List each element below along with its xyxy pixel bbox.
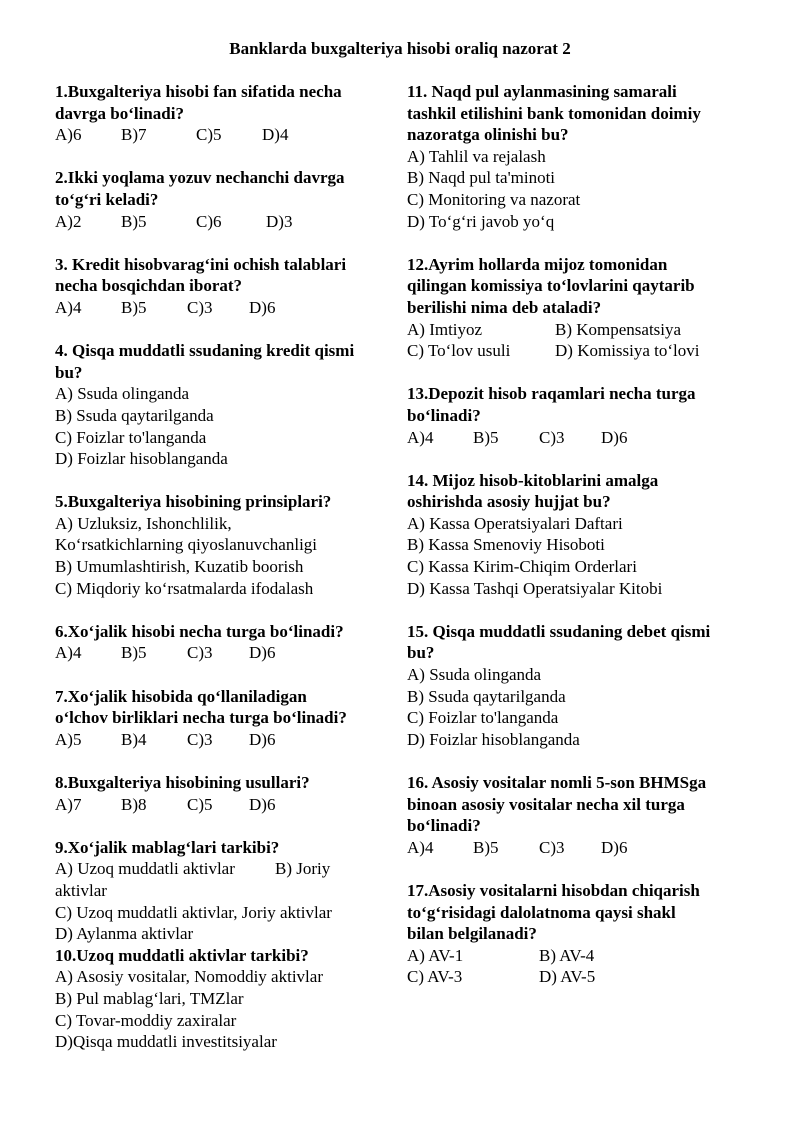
- question-text: qilingan komissiya to‘lovlarini qaytarib: [407, 276, 695, 296]
- option-b: B) Kompensatsiya: [555, 319, 682, 339]
- option-b: B) Umumlashtirish, Kuzatib boorish: [55, 557, 304, 577]
- question-text: tashkil etilishini bank tomonidan doimiy: [407, 103, 701, 123]
- answer-options: [407, 966, 752, 988]
- left-column: [55, 81, 390, 1053]
- question-text: 12.Ayrim hollarda mijoz tomonidan: [407, 254, 668, 274]
- option-c: C)3: [539, 837, 565, 857]
- option-b: B)5: [121, 297, 147, 317]
- question-text: to‘g‘risidagi dalolatnoma qaysi shakl: [407, 902, 676, 922]
- answer-options: [55, 124, 390, 146]
- option-a: A)5: [55, 729, 82, 749]
- answer-options: [407, 945, 752, 967]
- option-d: D) AV-5: [539, 967, 596, 987]
- question-text: bilan belgilanadi?: [407, 924, 537, 944]
- option-a: A)4: [407, 427, 434, 447]
- question-text: bu?: [55, 362, 83, 382]
- question-text: necha bosqichdan iborat?: [55, 276, 243, 296]
- option-d: D)6: [601, 427, 628, 447]
- option-a: A) Asosiy vositalar, Nomoddiy aktivlar: [55, 967, 323, 987]
- question-13: [407, 383, 752, 448]
- answer-options: [407, 319, 752, 341]
- question-4: [55, 340, 390, 470]
- question-text: 14. Mijoz hisob-kitoblarini amalga: [407, 470, 659, 490]
- answer-options: [55, 858, 390, 880]
- option-b: B)8: [121, 794, 147, 814]
- option-b: B)5: [121, 643, 147, 663]
- question-text: 9.Xo‘jalik mablag‘lari tarkibi?: [55, 837, 280, 857]
- option-d: D) Foizlar hisoblanganda: [407, 729, 580, 749]
- option-b: B) Ssuda qaytarilganda: [55, 405, 214, 425]
- option-c: C)3: [539, 427, 565, 447]
- option-d: D) Komissiya to‘lovi: [555, 341, 700, 361]
- question-text: 16. Asosiy vositalar nomli 5-son BHMSga: [407, 773, 707, 792]
- question-text: 10.Uzoq muddatli aktivlar tarkibi?: [55, 945, 309, 965]
- option-a: A) Uzoq muddatli aktivlar: [55, 859, 235, 879]
- option-b: B)5: [473, 427, 499, 447]
- question-text: 7.Xo‘jalik hisobida qo‘llaniladigan: [55, 686, 307, 706]
- option-c: C)5: [187, 794, 213, 814]
- option-b: B)5: [473, 837, 499, 857]
- question-17: [407, 880, 752, 988]
- option-a: A)6: [55, 125, 82, 145]
- option-b: B) Joriy: [275, 859, 331, 879]
- option-a: A) Imtiyoz: [407, 319, 483, 339]
- option-b: B) AV-4: [539, 945, 595, 965]
- option-d: D)3: [266, 211, 293, 231]
- option-a: A)2: [55, 211, 82, 231]
- answer-options: [407, 340, 752, 362]
- option-c: C) Foizlar to'langanda: [407, 708, 559, 728]
- option-a: A)4: [55, 297, 82, 317]
- option-c: C) Uzoq muddatli aktivlar, Joriy aktivlar: [55, 902, 332, 922]
- question-text: bu?: [407, 643, 435, 663]
- option-d: D) Foizlar hisoblanganda: [55, 449, 228, 469]
- question-text: 11. Naqd pul aylanmasining samarali: [407, 82, 677, 101]
- option-a: A)7: [55, 794, 82, 814]
- option-a: A) Uzluksiz, Ishonchlilik,: [55, 513, 232, 533]
- answer-options: [55, 729, 390, 751]
- question-2: [55, 167, 390, 232]
- question-text: 15. Qisqa muddatli ssudaning debet qismi: [407, 621, 711, 641]
- question-16: [407, 772, 752, 858]
- option-a: A) Tahlil va rejalash: [407, 146, 546, 166]
- answer-options: [55, 211, 390, 233]
- question-7: [55, 686, 390, 751]
- question-text: 13.Depozit hisob raqamlari necha turga: [407, 384, 696, 404]
- option-c: C) Monitoring va nazorat: [407, 189, 581, 209]
- option-b: B) Pul mablag‘lari, TMZlar: [55, 988, 244, 1008]
- question-text: 17.Asosiy vositalarni hisobdan chiqarish: [407, 880, 700, 900]
- answer-options: [55, 297, 390, 319]
- option-a: A) AV-1: [407, 945, 464, 965]
- option-d: D)6: [249, 729, 276, 749]
- question-text: berilishi nima deb ataladi?: [407, 297, 602, 317]
- question-3: [55, 254, 390, 319]
- question-text: binoan asosiy vositalar necha xil turga: [407, 794, 685, 814]
- question-1: [55, 81, 390, 146]
- question-text: o‘lchov birliklari necha turga bo‘linadi?: [55, 708, 347, 728]
- answer-options: [407, 427, 752, 449]
- option-d: D) To‘g‘ri javob yo‘q: [407, 211, 555, 231]
- option-a: A) Ssuda olinganda: [55, 384, 190, 404]
- question-text: nazoratga olinishi bu?: [407, 125, 569, 145]
- question-text: 1.Buxgalteriya hisobi fan sifatida necha: [55, 82, 342, 101]
- option-d: D)4: [262, 125, 289, 145]
- option-a: A) Ssuda olinganda: [407, 665, 542, 685]
- option-b: B)5: [121, 211, 147, 231]
- question-8: [55, 772, 390, 815]
- option-b: B) Kassa Smenoviy Hisoboti: [407, 535, 605, 555]
- option-c: C)6: [196, 211, 222, 231]
- question-12: [407, 254, 752, 362]
- question-text: 4. Qisqa muddatli ssudaning kredit qismi: [55, 341, 355, 361]
- option-a-continued: Ko‘rsatkichlarning qiyoslanuvchanligi: [55, 535, 318, 555]
- option-d: D)6: [249, 643, 276, 663]
- option-c: C) Miqdoriy ko‘rsatmalarda ifodalash: [55, 578, 314, 598]
- question-9: [55, 837, 390, 945]
- option-c: C) To‘lov usuli: [407, 341, 511, 361]
- question-text: bo‘linadi?: [407, 816, 481, 836]
- option-c: C) AV-3: [407, 967, 463, 987]
- option-d: D)6: [249, 297, 276, 317]
- question-text: bo‘linadi?: [407, 405, 481, 425]
- option-d: D)Qisqa muddatli investitsiyalar: [55, 1032, 277, 1052]
- option-b: B)4: [121, 729, 147, 749]
- option-a: A)4: [407, 837, 434, 857]
- option-a: A) Kassa Operatsiyalari Daftari: [407, 513, 623, 533]
- answer-options: [55, 642, 390, 664]
- question-text: to‘g‘ri keladi?: [55, 189, 159, 209]
- answer-options: [55, 794, 390, 816]
- option-d: D)6: [249, 794, 276, 814]
- question-text: 2.Ikki yoqlama yozuv nechanchi davrga: [55, 168, 345, 188]
- question-10: [55, 945, 390, 1053]
- option-b: B) Naqd pul ta'minoti: [407, 168, 556, 188]
- option-c: C) Tovar-moddiy zaxiralar: [55, 1010, 237, 1030]
- option-b-continued: aktivlar: [55, 880, 107, 900]
- right-column: [407, 81, 752, 988]
- option-d: D) Kassa Tashqi Operatsiyalar Kitobi: [407, 578, 663, 598]
- question-6: [55, 621, 390, 664]
- option-c: C)3: [187, 643, 213, 663]
- option-d: D)6: [601, 837, 628, 857]
- option-c: C)3: [187, 297, 213, 317]
- option-a: A)4: [55, 643, 82, 663]
- question-text: 8.Buxgalteriya hisobining usullari?: [55, 773, 310, 792]
- option-d: D) Aylanma aktivlar: [55, 924, 194, 944]
- question-text: 3. Kredit hisobvarag‘ini ochish talablari: [55, 254, 347, 274]
- option-c: C) Kassa Kirim-Chiqim Orderlari: [407, 557, 637, 577]
- option-c: C)5: [196, 125, 222, 145]
- question-text: oshirishda asosiy hujjat bu?: [407, 492, 611, 512]
- question-11: [407, 81, 752, 232]
- question-5: [55, 491, 390, 599]
- question-text: 6.Xo‘jalik hisobi necha turga bo‘linadi?: [55, 621, 344, 641]
- question-text: 5.Buxgalteriya hisobining prinsiplari?: [55, 492, 332, 512]
- option-b: B)7: [121, 125, 147, 145]
- option-c: C)3: [187, 729, 213, 749]
- question-14: [407, 470, 752, 600]
- question-text: davrga bo‘linadi?: [55, 103, 184, 123]
- option-c: C) Foizlar to'langanda: [55, 427, 207, 447]
- question-15: [407, 621, 752, 751]
- option-b: B) Ssuda qaytarilganda: [407, 686, 566, 706]
- answer-options: [407, 837, 752, 859]
- page-title: Banklarda buxgalteriya hisobi oraliq nazorat 2: [229, 39, 571, 58]
